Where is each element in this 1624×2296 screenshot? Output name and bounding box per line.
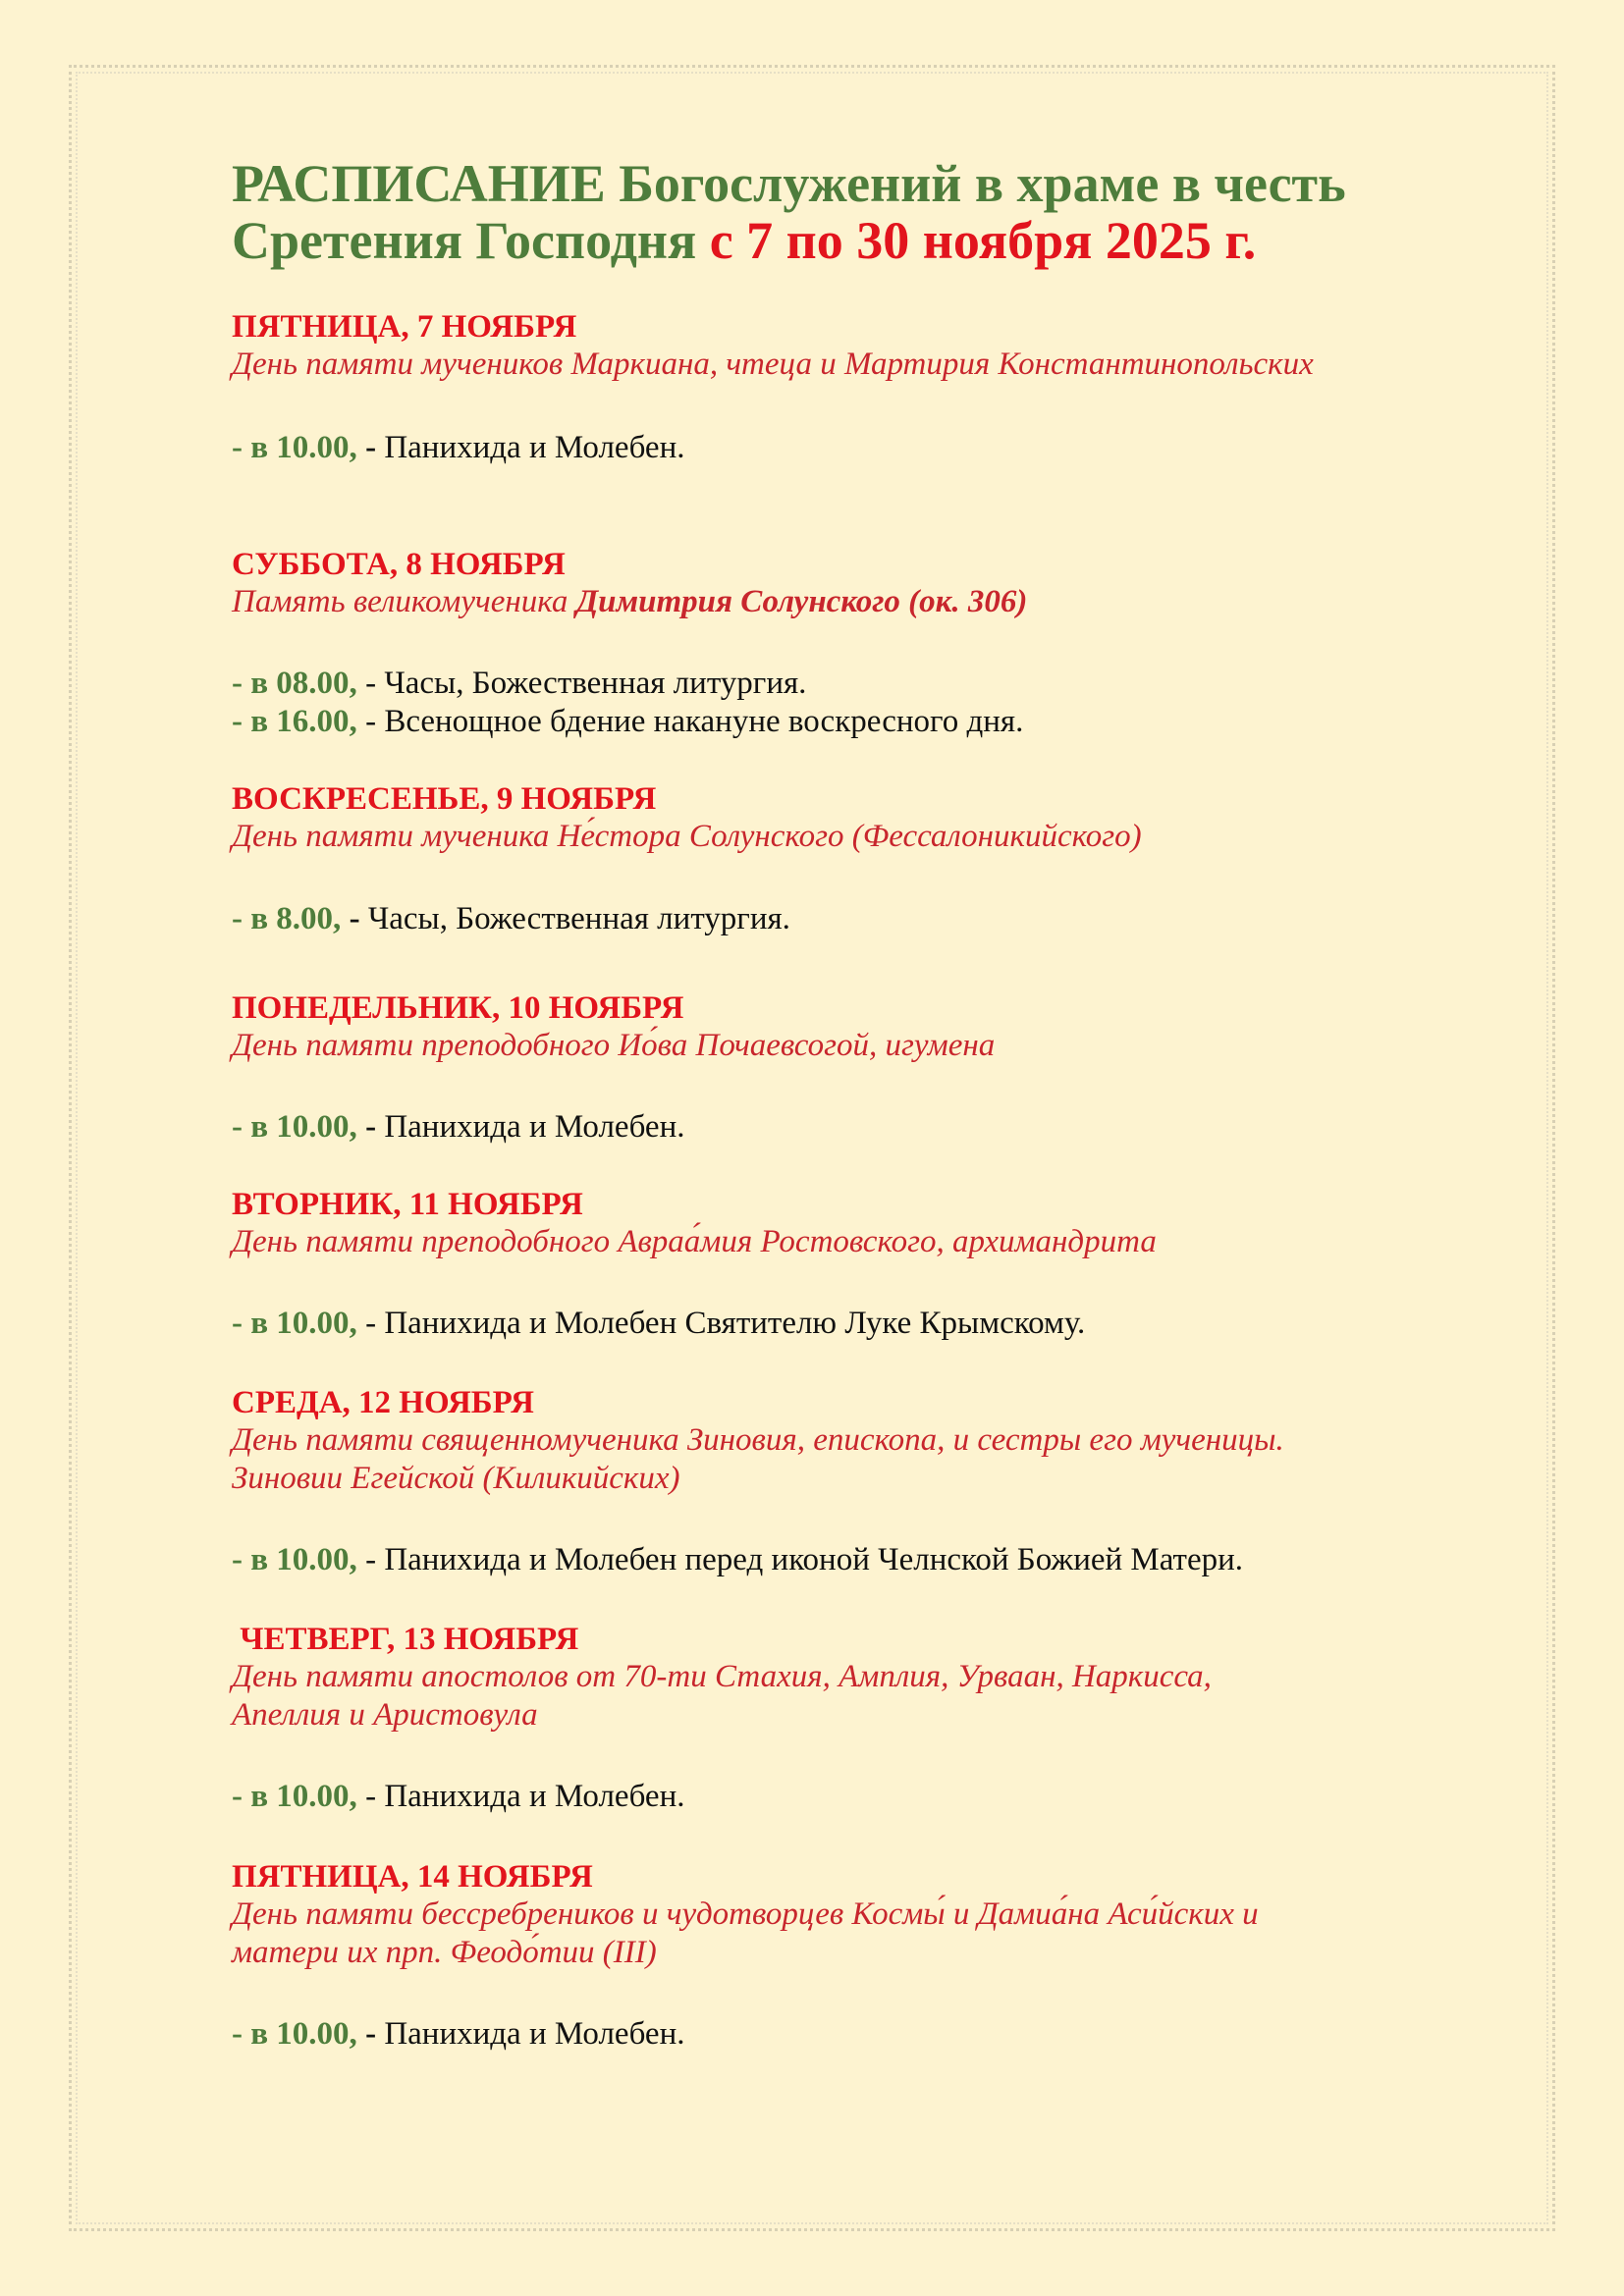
service-time: - в 10.00, [232,1779,357,1814]
service-line [232,1305,1547,1343]
page-title [232,155,1346,269]
service-text: Панихида и Молебен. [384,430,685,465]
service-time: - в 10.00, [232,430,357,465]
event-description-text: Память великомученика [232,584,576,619]
service-dash: - [356,1542,385,1577]
service-text: Всенощное бдение накануне воскресного дня. [384,704,1024,739]
event-day-heading: ВТОРНИК, 11 НОЯБРЯ [232,1187,583,1222]
service-time: - в 10.00, [232,1542,357,1577]
service-dash: - [356,2016,385,2052]
service-time: - в 10.00, [232,1109,357,1145]
event-description: День памяти мучеников Маркиана, чтеца и Мартирия Константинопольских [232,347,1314,382]
service-line [232,1541,1547,1579]
service-time: - в 10.00, [232,2016,357,2052]
event-day-heading: ПЯТНИЦА, 14 НОЯБРЯ [232,1859,593,1895]
service-dash: - [356,666,385,701]
event-day-heading: ПОНЕДЕЛЬНИК, 10 НОЯБРЯ [232,990,684,1026]
service-dash: - [356,704,385,739]
service-dash: - [356,430,385,465]
event-monday-10 [232,989,1547,1147]
event-description-line-1: День памяти бессребреников и чудотворцев Космы́ и Дамиа́на Аси́йских и [232,1896,1259,1932]
service-line [232,429,1547,467]
service-line [232,1108,1547,1147]
event-description-saint: Димитрия Солунского (ок. 306) [575,584,1028,619]
event-sunday-9 [232,780,1547,938]
service-text: Панихида и Молебен Святителю Луке Крымскому. [384,1306,1086,1341]
service-line [232,2015,1547,2054]
event-description-line-2: матери их прп. Феодо́тии (III) [232,1935,657,1970]
event-description-line-1: День памяти священномученика Зиновия, епископа, и сестры его мученицы. [232,1422,1284,1458]
service-time: - в 8.00, [232,901,342,936]
event-wednesday-12 [232,1384,1547,1579]
event-day-heading: ПЯТНИЦА, 7 НОЯБРЯ [232,309,577,345]
event-day-heading: СУББОТА, 8 НОЯБРЯ [232,547,566,582]
title-line-2-church: Сретения Господня [232,211,710,270]
service-text: Панихида и Молебен. [384,2016,685,2052]
event-saturday-8 [232,546,1547,741]
service-time: - в 10.00, [232,1306,357,1341]
service-dash: - [356,1306,385,1341]
title-line-1: РАСПИСАНИЕ Богослужений в храме в честь [232,154,1346,213]
event-day-heading: ВОСКРЕСЕНЬЕ, 9 НОЯБРЯ [232,781,657,817]
title-date-range: с 7 по 30 ноября 2025 г. [709,211,1257,270]
service-line [232,900,1547,938]
event-description-line-2: Зиновии Егейской (Киликийских) [232,1461,680,1496]
service-dash: - [356,1109,385,1145]
service-line [232,703,1547,741]
service-text: Часы, Божественная литургия. [367,901,790,936]
event-description-line-1: День памяти апостолов от 70-ти Стахия, Амплия, Урваан, Наркисса, [232,1659,1212,1694]
event-description: День памяти преподобного Авраа́мия Ростовского, архимандрита [232,1224,1157,1259]
event-description-line-2: Апеллия и Аристовула [232,1697,538,1733]
event-description: День памяти мученика Не́стора Солунского (Фессалоникийского) [232,819,1142,854]
service-line [232,1778,1547,1816]
event-day-heading: СРЕДА, 12 НОЯБРЯ [232,1385,534,1420]
event-day-heading: ЧЕТВЕРГ, 13 НОЯБРЯ [232,1622,579,1657]
service-time: - в 16.00, [232,704,357,739]
service-line [232,665,1547,703]
service-text: Панихида и Молебен. [384,1109,685,1145]
event-description: День памяти преподобного Ио́ва Почаевсогой, игумена [232,1028,996,1063]
event-description [232,583,1547,621]
service-time: - в 08.00, [232,666,357,701]
service-dash: - [356,1779,385,1814]
service-text: Панихида и Молебен. [384,1779,685,1814]
event-friday-7 [232,308,1547,467]
service-text: Панихида и Молебен перед иконой Челнской Божией Матери. [384,1542,1244,1577]
service-text: Часы, Божественная литургия. [384,666,807,701]
event-tuesday-11 [232,1186,1547,1343]
service-dash: - [341,901,368,936]
event-thursday-13 [232,1621,1547,1816]
event-friday-14 [232,1858,1547,2054]
